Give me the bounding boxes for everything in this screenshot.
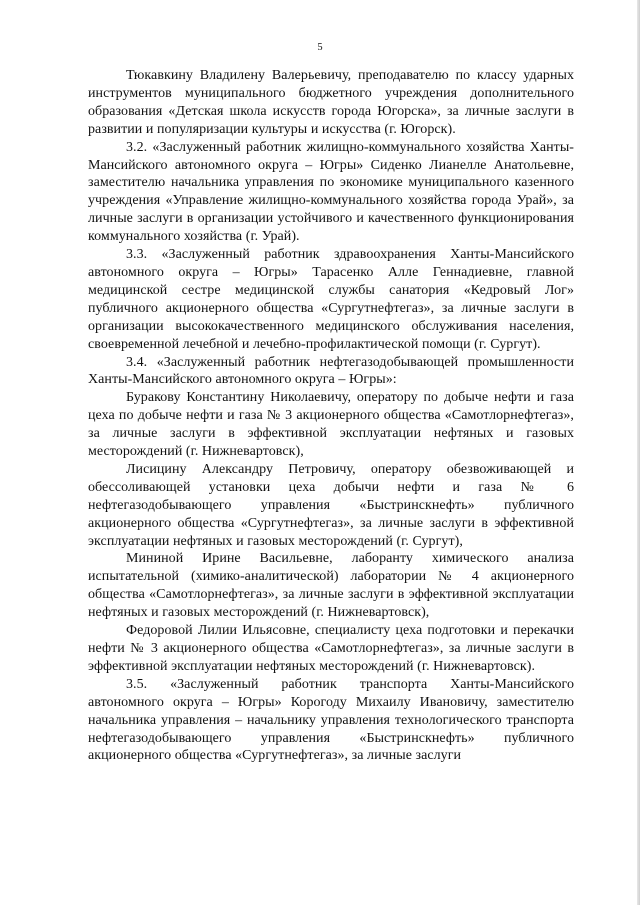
document-body [88,67,574,765]
paragraph-3-2-housing-award: 3.2. «Заслуженный работник жилищно-коммунального хозяйства Ханты-Мансийского автономного округа – Югры» Сиденко Лианелле Анатольевне, заместителю начальника управления по экономике муниципального казенного учреждения «Управление жилищно-коммунального хозяйства города Урай», за личные заслуги в организации устойчивого и качественного функционирования коммунального хозяйства (г. Урай). [88,139,574,245]
page-number: 5 [317,42,323,53]
paragraph-3-3-healthcare-award: 3.3. «Заслуженный работник здравоохранения Ханты-Мансийского автономного округа – Югры» Тарасенко Алле Геннадиевне, главной медицинской сестре медицинской службы санатория «Кедровый Лог» публичного акционерного общества «Сургутнефтегаз», за личные заслуги в организации высококачественного медицинского обслуживания населения, своевременной лечебной и лечебно-профилактической помощи (г. Сургут). [88,247,574,352]
paragraph-lisitsin-award: Лисицину Александру Петровичу, оператору обезвоживающей и обессоливающей установки цеха добычи нефти и газа № 6 нефтегазодобывающего управления «Быстринскнефть» публичного акционерного общества «Сургутнефтегаз», за личные заслуги в эффективной эксплуатации нефтяных и газовых месторождений (г. Сургут), [88,461,574,549]
paragraph-minina-award: Мининой Ирине Васильевне, лаборанту химического анализа испытательной (химико-аналитической) лаборатории № 4 акционерного общества «Самотлорнефтегаз», за личные заслуги в эффективной эксплуатации нефтяных и газовых месторождений (г. Нижневартовск), [88,551,574,621]
paragraph-3-5-transport-award: 3.5. «Заслуженный работник транспорта Ханты-Мансийского автономного округа – Югры» Корогоду Михаилу Ивановичу, заместителю начальника управления – начальнику управления технологического транспорта нефтегазодобывающего управления «Быстринскнефть» публичного акционерного общества «Сургутнефтегаз», за личные заслуги [88,676,574,764]
paragraph-tyukavkin-award: Тюкавкину Владилену Валерьевичу, преподавателю по классу ударных инструментов муниципального бюджетного учреждения дополнительного образования «Детская школа искусств города Югорска», за личные заслуги в развитии и популяризации культуры и искусства (г. Югорск). [88,68,574,137]
paragraph-fedorova-award: Федоровой Лилии Ильясовне, специалисту цеха подготовки и перекачки нефти № 3 акционерного общества «Самотлорнефтегаз», за личные заслуги в эффективной эксплуатации нефтяных месторождений (г. Нижневартовск). [88,623,574,674]
paragraph-3-4-oil-gas-heading: 3.4. «Заслуженный работник нефтегазодобывающей промышленности Ханты-Мансийского автономного округа – Югры»: [88,354,574,388]
paragraph-burakov-award: Буракову Константину Николаевичу, оператору по добыче нефти и газа цеха по добыче нефти и газа № 3 акционерного общества «Самотлорнефтегаз», за личные заслуги в эффективной эксплуатации нефтяных и газовых месторождений (г. Нижневартовск), [88,390,574,460]
